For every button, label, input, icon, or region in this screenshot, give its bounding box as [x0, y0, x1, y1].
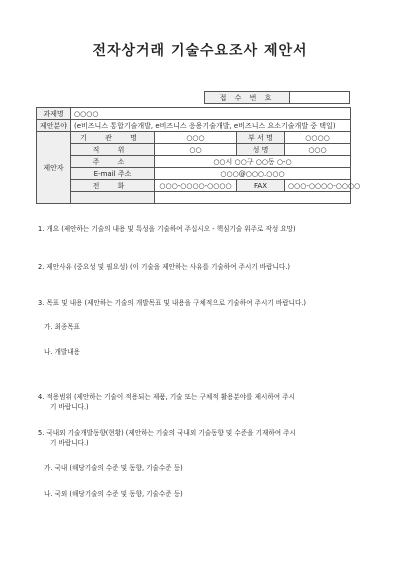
fax-label: FAX: [237, 180, 285, 192]
address-label: 주 소: [71, 156, 155, 168]
section-trends: [38, 428, 296, 448]
org-name-field[interactable]: ○○○: [155, 132, 237, 144]
position-label: 직 위: [71, 144, 155, 156]
proposal-field-value[interactable]: (e비즈니스 통합기술개발, e비즈니스 응용기술개발, e비즈니스 요소기술개발 중 택일): [71, 120, 351, 132]
section-trends-line2: 기 바랍니다.): [50, 439, 89, 447]
proposal-field-label: 제안분야: [37, 120, 71, 132]
document-title: 전자상거래 기술수요조사 제안서: [92, 43, 308, 59]
email-field[interactable]: ○○○@○○○.○○○: [155, 168, 351, 180]
proposal-info-table: [36, 107, 361, 204]
section-scope-line2: 기 바랍니다.): [50, 403, 89, 411]
section-goals: 3. 목표 및 내용 (제안하는 기술의 개발목표 및 내용을 구체적으로 기술하여 주시기 바랍니다.): [38, 299, 306, 307]
project-name-label: 과제명: [37, 108, 71, 120]
position-field[interactable]: ○○: [155, 144, 237, 156]
dept-name-label: 부 서 명: [237, 132, 285, 144]
person-name-field[interactable]: ○○○: [285, 144, 351, 156]
section-rationale: 2. 제안사유 (중요성 및 필요성) (이 기술을 제안하는 사유를 기술하여 주시기 바랍니다.): [38, 263, 290, 271]
receipt-number-field[interactable]: [290, 92, 350, 104]
org-name-label: 기 관 명: [71, 132, 155, 144]
section-overview: 1. 개요 (제안하는 기술의 내용 및 특성을 기술하여 주십시오 - 핵심기술 위주로 작성 요망): [38, 225, 296, 233]
section-trends-overseas: 나. 국외 (해당기술의 수준 및 동향, 기술수준 등): [44, 490, 183, 498]
section-scope-line1: 4. 적용범위 (제안하는 기술이 적용되는 제품, 기술 또는 구체적 활용분야를 제시하여 주시: [38, 393, 295, 401]
email-label: E-mail 주소: [71, 168, 155, 180]
fax-field[interactable]: ○○○-○○○○-○○○○: [285, 180, 351, 192]
blank-label: [71, 192, 155, 204]
blank-field[interactable]: [155, 192, 351, 204]
section-goals-content: 나. 개발내용: [44, 348, 81, 356]
receipt-number-table: [204, 91, 350, 104]
section-goals-final: 가. 최종목표: [44, 323, 81, 331]
phone-field[interactable]: ○○○-○○○○-○○○○: [155, 180, 237, 192]
section-scope: [38, 392, 295, 412]
person-name-label: 성 명: [237, 144, 285, 156]
section-trends-line1: 5. 국내외 기술개발동향(현황) (제안하는 기술의 국내외 기술동향 및 수준을 기재하여 주시: [38, 429, 296, 437]
receipt-number-label: 접 수 번 호: [205, 92, 290, 104]
section-trends-domestic: 가. 국내 (해당기술의 수준 및 동향, 기술수준 등): [44, 464, 183, 472]
phone-label: 전 화: [71, 180, 155, 192]
address-field[interactable]: ○○시 ○○구 ○○동 ○-○: [155, 156, 351, 168]
project-name-field[interactable]: ○○○○: [71, 108, 351, 120]
proposer-label: 제안자: [37, 132, 71, 204]
dept-name-field[interactable]: ○○○○: [285, 132, 351, 144]
